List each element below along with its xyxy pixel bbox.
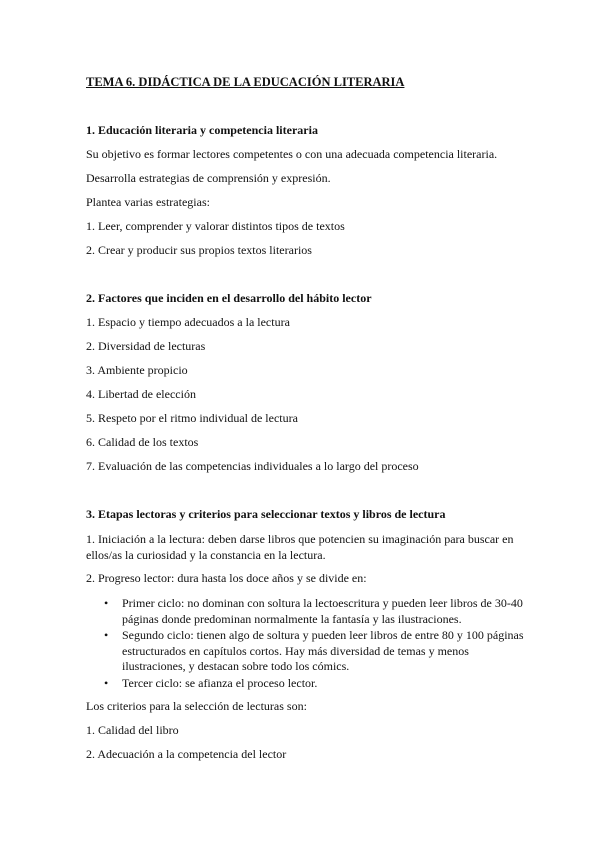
section-3-paragraph: 1. Iniciación a la lectura: deben darse libros que potencien su imaginación para buscar en ellos/as la curiosidad y la constancia en la lectura. xyxy=(86,532,514,562)
bullet-item xyxy=(86,676,526,692)
section-2-list-item: 1. Espacio y tiempo adecuados a la lectura xyxy=(86,315,290,329)
section-1-list-item: 1. Leer, comprender y valorar distintos tipos de textos xyxy=(86,219,345,233)
cycle-bullet-list xyxy=(86,596,526,692)
bullet-item xyxy=(86,628,526,675)
bullet-icon: • xyxy=(104,675,109,690)
section-2-list-item: 3. Ambiente propicio xyxy=(86,363,188,377)
section-3-paragraph: 2. Progreso lector: dura hasta los doce años y se divide en: xyxy=(86,571,367,585)
section-2-list-item: 7. Evaluación de las competencias individuales a lo largo del proceso xyxy=(86,459,419,473)
section-1-paragraph: Desarrolla estrategias de comprensión y expresión. xyxy=(86,171,331,185)
section-3-paragraph: Los criterios para la selección de lecturas son: xyxy=(86,699,307,713)
bullet-item xyxy=(86,596,526,627)
section-3-list-item: 2. Adecuación a la competencia del lector xyxy=(86,747,287,761)
document-title: TEMA 6. DIDÁCTICA DE LA EDUCACIÓN LITERARIA xyxy=(86,75,405,89)
section-1-list-item: 2. Crear y producir sus propios textos literarios xyxy=(86,243,312,257)
section-3-list-item: 1. Calidad del libro xyxy=(86,723,179,737)
bullet-text: Segundo ciclo: tienen algo de soltura y pueden leer libros de entre 80 y 100 páginas estructurados en capítulos cortos. Hay más diversidad de temas y menos ilustraciones, y destacan sobre todo los cómics. xyxy=(122,628,524,673)
bullet-text: Primer ciclo: no dominan con soltura la lectoescritura y pueden leer libros de 30-40 páginas donde predominan normalmente la fantasía y las ilustraciones. xyxy=(122,596,523,626)
section-2-list-item: 4. Libertad de elección xyxy=(86,387,196,401)
bullet-icon: • xyxy=(104,596,109,610)
section-1-paragraph: Plantea varias estrategias: xyxy=(86,195,210,209)
section-2-list-item: 5. Respeto por el ritmo individual de lectura xyxy=(86,411,298,425)
section-1-paragraph: Su objetivo es formar lectores competentes o con una adecuada competencia literaria. xyxy=(86,147,498,161)
section-2-heading: 2. Factores que inciden en el desarrollo del hábito lector xyxy=(86,291,372,305)
bullet-icon: • xyxy=(104,628,109,642)
section-2-list-item: 2. Diversidad de lecturas xyxy=(86,339,206,353)
section-3-heading: 3. Etapas lectoras y criterios para seleccionar textos y libros de lectura xyxy=(86,507,446,521)
section-2-list-item: 6. Calidad de los textos xyxy=(86,435,199,449)
section-1-heading: 1. Educación literaria y competencia literaria xyxy=(86,123,318,137)
bullet-text: Tercer ciclo: se afianza el proceso lector. xyxy=(122,675,318,690)
